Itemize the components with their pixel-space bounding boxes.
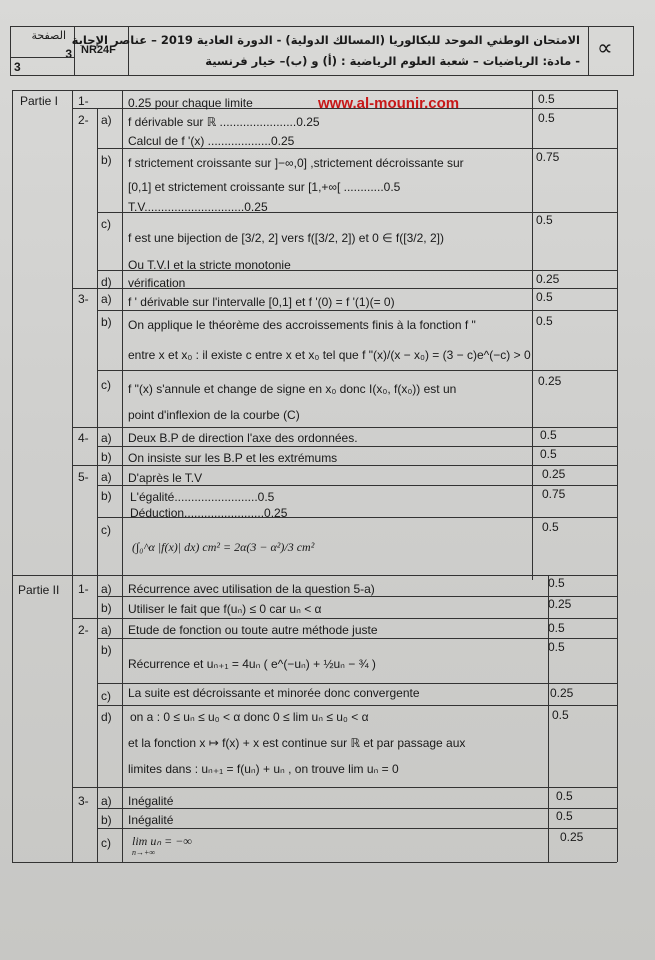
points: 0.5: [536, 314, 553, 328]
sub-question: c): [101, 217, 111, 231]
answer-text: f strictement croissante sur ]−∞,0] ,strictement décroissante sur: [128, 156, 464, 170]
answer-text: f dérivable sur ℝ .......................0.25: [128, 115, 320, 129]
question-number: 1-: [78, 94, 89, 108]
question-number: 5-: [78, 470, 89, 484]
answer-text: On insiste sur les B.P et les extrémums: [128, 451, 338, 465]
points: 0.5: [540, 447, 557, 461]
question-number: 3-: [78, 292, 89, 306]
answer-text: f est une bijection de [3/2, 2] vers f([3/2, 2]) et 0 ∈ f([3/2, 2]): [128, 231, 444, 245]
question-number: 4-: [78, 431, 89, 445]
part-label: Partie I: [20, 94, 59, 108]
proportional-logo-icon: ∝: [597, 35, 613, 60]
points: 0.5: [536, 213, 553, 227]
answer-text: Déduction........................0.25: [130, 506, 288, 520]
answer-text: point d'inflexion de la courbe (C): [128, 408, 300, 422]
question-number: 2-: [78, 113, 89, 127]
answer-text: f "(x) s'annule et change de signe en x₀ donc I(x₀, f(x₀)) est un: [128, 382, 457, 396]
part-label: Partie II: [18, 583, 60, 597]
answer-text: Récurrence avec utilisation de la question 5-a): [128, 582, 375, 596]
answer-text: Etude de fonction ou toute autre méthode juste: [128, 623, 378, 637]
answer-text: Inégalité: [128, 794, 174, 808]
answer-text: On applique le théorème des accroissements finis à la fonction f ": [128, 318, 476, 332]
points: 0.25: [542, 467, 566, 481]
answer-text: on a : 0 ≤ uₙ ≤ u₀ < α donc 0 ≤ lim uₙ ≤ u₀ < α: [130, 710, 369, 724]
question-number: 1-: [78, 582, 89, 596]
points: 0.5: [540, 428, 557, 442]
answer-text: D'après le T.V: [128, 471, 203, 485]
points: 0.25: [548, 597, 572, 611]
sub-question: a): [101, 794, 112, 808]
sub-question: d): [101, 710, 112, 724]
answer-text: vérification: [128, 276, 186, 290]
sub-question: b): [101, 601, 112, 615]
points: 0.25: [536, 272, 560, 286]
answer-text: Calcul de f '(x) ...................0.25: [128, 134, 295, 148]
points: 0.5: [538, 92, 555, 106]
sub-question: a): [101, 292, 112, 306]
answer-text: entre x et x₀ : il existe c entre x et x₀ tel que f "(x)/(x − x₀) = (3 − c)e^(−c) > 0: [128, 348, 531, 362]
points: 0.25: [550, 686, 574, 700]
answer-text: 0.25 pour chaque limite: [128, 96, 253, 110]
points: 0.75: [542, 487, 566, 501]
points: 0.5: [536, 290, 553, 304]
exam-title: الامتحان الوطني الموحد للبكالوريا (المسالك الدولية) - الدورة العادية 2019 – عناصر الإجابة: [71, 33, 580, 47]
sub-question: c): [101, 523, 111, 537]
sub-question: b): [101, 643, 112, 657]
answer-text: et la fonction x ↦ f(x) + x est continue sur ℝ et par passage aux: [128, 736, 466, 750]
points: 0.5: [556, 789, 573, 803]
answer-text: Récurrence et uₙ₊₁ = 4uₙ ( e^(−uₙ) + ½uₙ − ¾ ): [128, 657, 376, 671]
page-total: 3: [14, 60, 21, 74]
question-number: 2-: [78, 623, 89, 637]
points: 0.75: [536, 150, 560, 164]
points: 0.5: [552, 708, 569, 722]
answer-text: f ' dérivable sur l'intervalle [0,1] et f '(0) = f '(1)(= 0): [128, 295, 395, 309]
answer-text: Utiliser le fait que f(uₙ) ≤ 0 car uₙ < α: [128, 602, 322, 616]
sub-question: b): [101, 489, 112, 503]
answer-text: La suite est décroissante et minorée donc convergente: [128, 686, 420, 700]
page-label: الصفحة: [31, 29, 66, 42]
points: 0.5: [548, 576, 565, 590]
sub-question: a): [101, 431, 112, 445]
exam-subject: - مادة: الرياضيات – شعبة العلوم الرياضية : (أ) و (ب)– خيار فرنسية: [205, 54, 580, 68]
points: 0.25: [560, 830, 584, 844]
sub-question: c): [101, 836, 111, 850]
points: 0.5: [542, 520, 559, 534]
sub-question: c): [101, 378, 111, 392]
sub-question: b): [101, 813, 112, 827]
sub-question: a): [101, 582, 112, 596]
sub-question: c): [101, 689, 111, 703]
answer-formula: (∫₀^α |f(x)| dx) cm² = 2α(3 − α²)/3 cm²: [132, 540, 315, 554]
sub-question: d): [101, 275, 112, 289]
answer-text: Deux B.P de direction l'axe des ordonnées.: [128, 431, 358, 445]
answer-text: Inégalité: [128, 813, 174, 827]
answer-text: [0,1] et strictement croissante sur [1,+∞[ ............0.5: [128, 180, 401, 194]
sub-question: a): [101, 623, 112, 637]
answer-formula: lim uₙ = −∞: [132, 834, 192, 848]
exam-code: NR24F: [81, 44, 116, 56]
answer-text: T.V..............................0.25: [128, 200, 268, 214]
points: 0.25: [538, 374, 562, 388]
watermark: www.al-mounir.com: [318, 95, 460, 112]
limit-subscript: n→+∞: [132, 848, 156, 857]
sub-question: a): [101, 470, 112, 484]
points: 0.5: [548, 621, 565, 635]
question-number: 3-: [78, 794, 89, 808]
sub-question: b): [101, 153, 112, 167]
sub-question: b): [101, 315, 112, 329]
points: 0.5: [548, 640, 565, 654]
points: 0.5: [538, 111, 555, 125]
sub-question: a): [101, 113, 112, 127]
answer-text: limites dans : uₙ₊₁ = f(uₙ) + uₙ , on trouve lim uₙ = 0: [128, 762, 399, 776]
answer-text: Ou T.V.I et la stricte monotonie: [128, 258, 291, 272]
points: 0.5: [556, 809, 573, 823]
page-current: 3: [65, 47, 72, 61]
answer-text: L'égalité.........................0.5: [130, 490, 275, 504]
sub-question: b): [101, 450, 112, 464]
